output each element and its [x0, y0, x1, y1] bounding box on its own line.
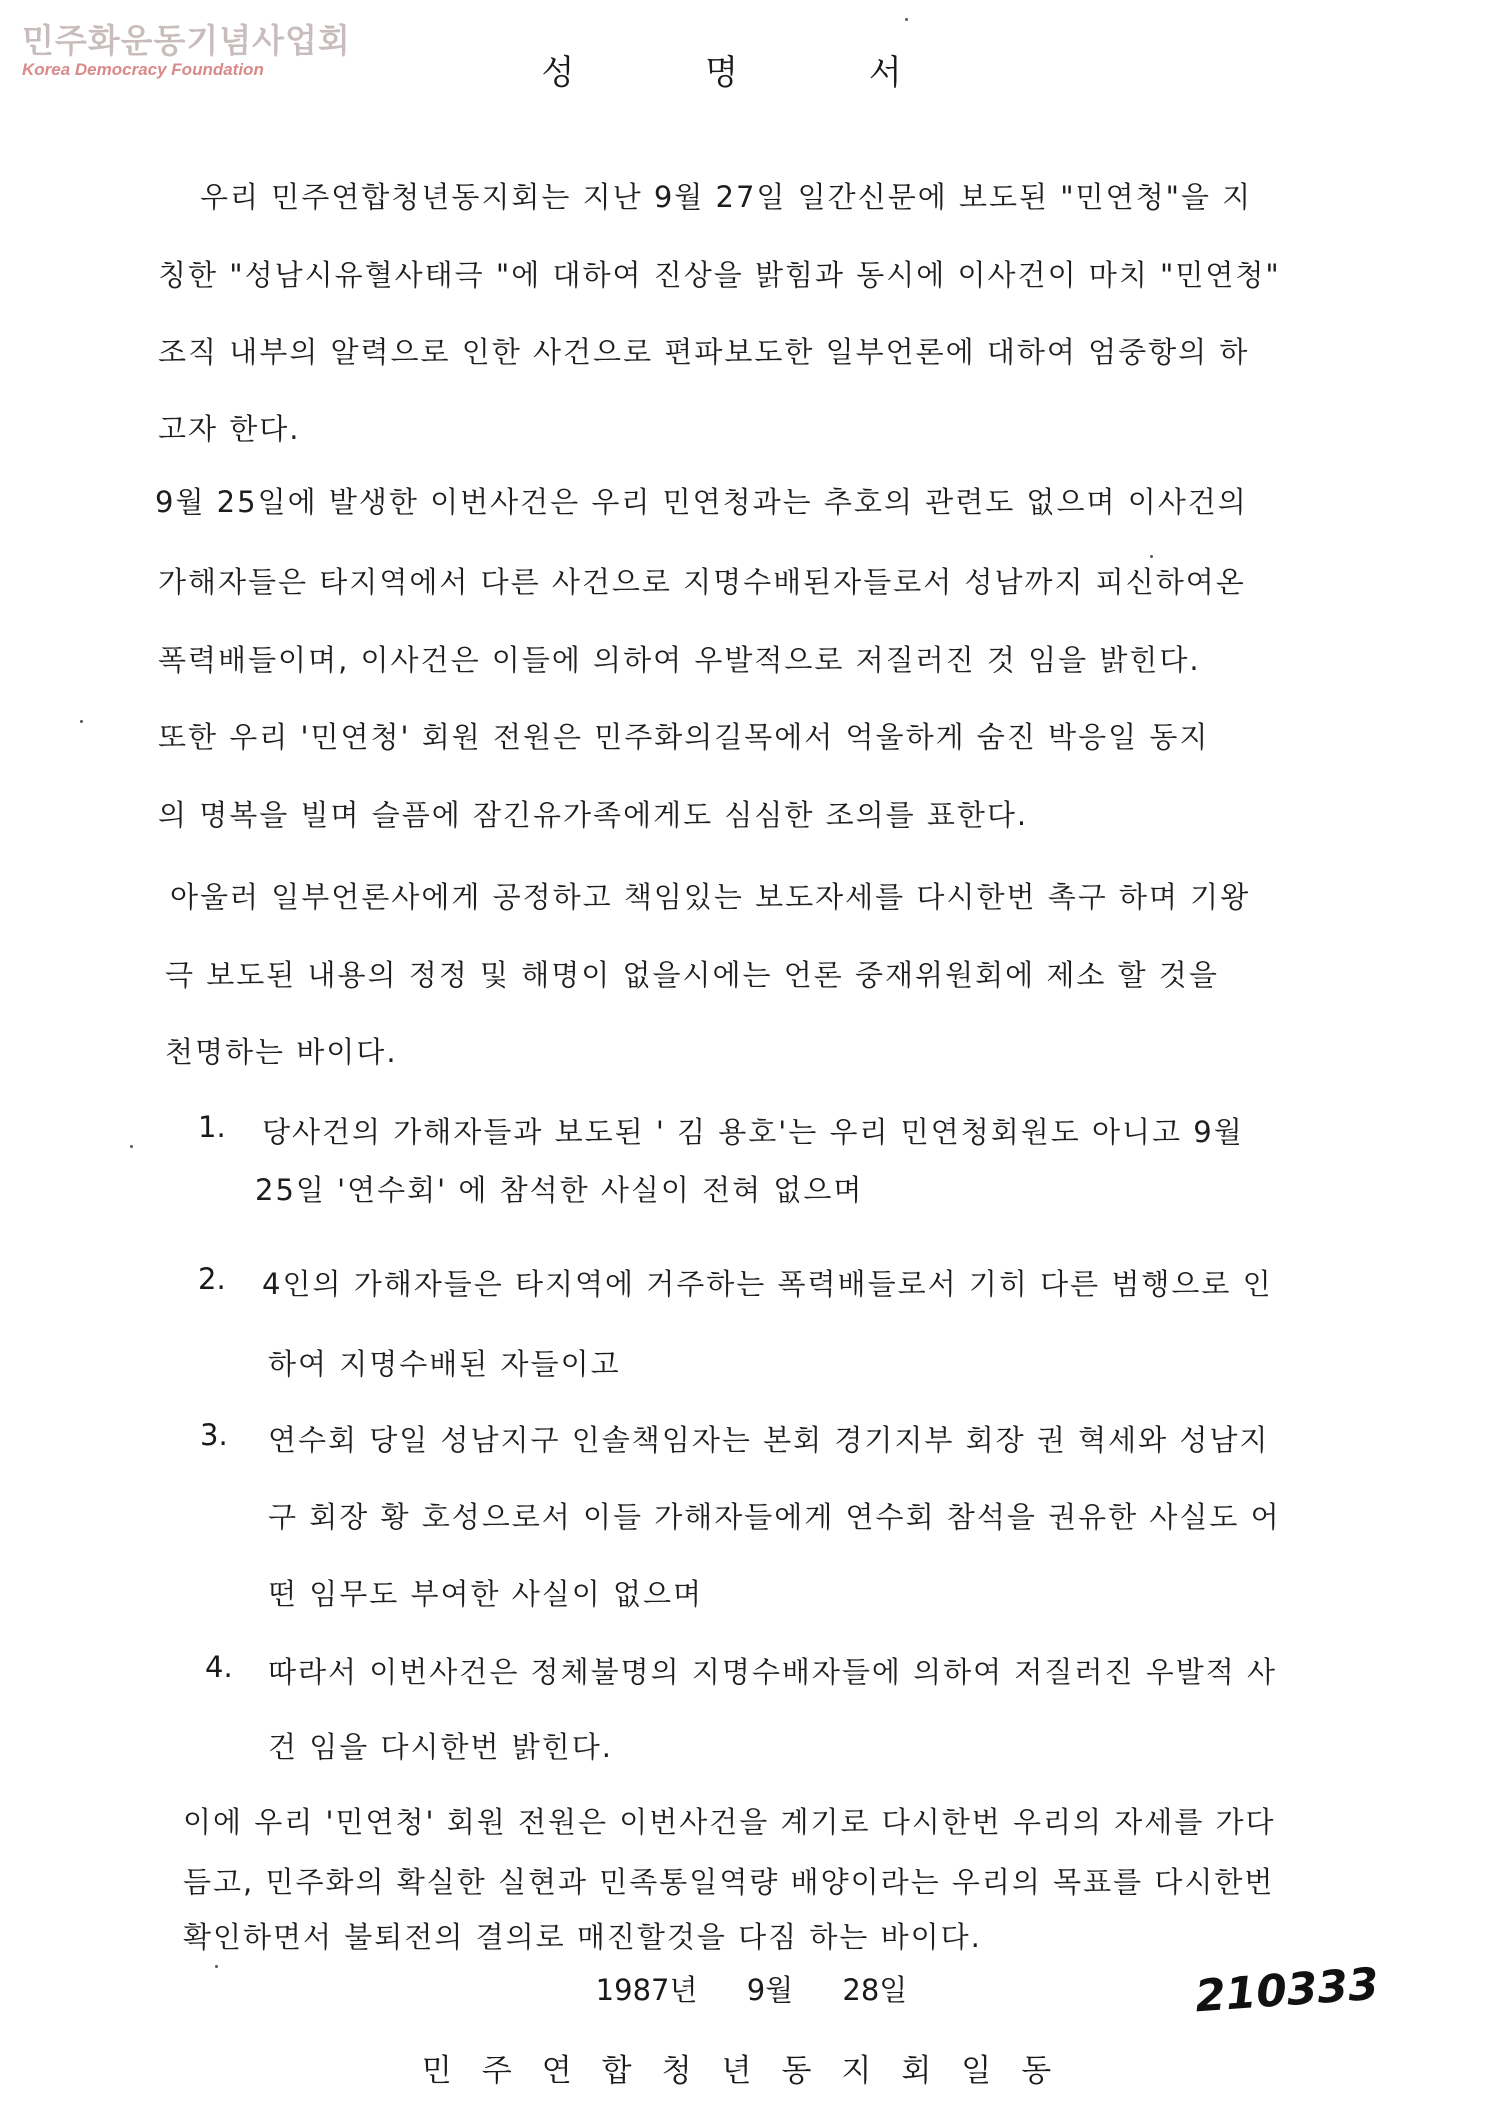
archive-number: 210333 — [1193, 1958, 1381, 2023]
paragraph-line: 또한 우리 '민연청' 회원 전원은 민주화의길목에서 억울하게 숨진 박응일 동지 — [158, 720, 1210, 754]
paragraph-line: 고자 한다. — [158, 412, 301, 446]
paragraph-line: 조직 내부의 알력으로 인한 사건으로 편파보도한 일부언론에 대하여 엄중항의 하 — [158, 335, 1250, 369]
scan-speck — [905, 18, 908, 21]
closing-line: 듬고, 민주화의 확실한 실현과 민족통일역량 배양이라는 우리의 목표를 다시한번 — [183, 1865, 1275, 1899]
closing-line: 이에 우리 '민연청' 회원 전원은 이번사건을 계기로 다시한번 우리의 자세를 가다 — [183, 1805, 1276, 1839]
item-line: 25일 '연수회' 에 참석한 사실이 전혀 없으며 — [255, 1173, 864, 1207]
item-line: 건 임을 다시한번 밝힌다. — [268, 1730, 614, 1764]
document-date: 1987년 9월 28일 — [595, 1973, 908, 2007]
paragraph-line: 천명하는 바이다. — [165, 1035, 398, 1069]
item-number: 2. — [198, 1262, 226, 1296]
paragraph-line: 9월 25일에 발생한 이번사건은 우리 민연청과는 추호의 관련도 없으며 이사건의 — [155, 485, 1248, 519]
watermark-korean: 민주화운동기념사업회 — [22, 21, 351, 60]
item-number: 4. — [205, 1650, 233, 1684]
scan-speck — [215, 1965, 218, 1968]
paragraph-line: 폭력배들이며, 이사건은 이들에 의하여 우발적으로 저질러진 것 임을 밝힌다. — [158, 643, 1201, 677]
paragraph-line: 우리 민주연합청년동지회는 지난 9월 27일 일간신문에 보도된 "민연청"을 지 — [200, 180, 1253, 214]
item-line: 연수회 당일 성남지구 인솔책임자는 본회 경기지부 회장 권 혁세와 성남지 — [268, 1423, 1270, 1457]
paragraph-line: 의 명복을 빌며 슬픔에 잠긴유가족에게도 심심한 조의를 표한다. — [158, 798, 1029, 832]
paragraph-line: 가해자들은 타지역에서 다른 사건으로 지명수배된자들로서 성남까지 피신하여온 — [158, 565, 1246, 599]
closing-line: 확인하면서 불퇴전의 결의로 매진할것을 다짐 하는 바이다. — [183, 1920, 982, 1954]
scan-speck — [130, 1145, 133, 1148]
paragraph-line: 칭한 "성남시유혈사태극 "에 대하여 진상을 밝힘과 동시에 이사건이 마치 "민연청" — [158, 258, 1281, 292]
item-number: 1. — [198, 1110, 226, 1144]
item-number: 3. — [200, 1418, 228, 1452]
item-line: 당사건의 가해자들과 보도된 ' 김 용호'는 우리 민연청회원도 아니고 9월 — [262, 1115, 1244, 1149]
item-line: 떤 임무도 부여한 사실이 없으며 — [268, 1577, 704, 1611]
paragraph-line: 극 보도된 내용의 정정 및 해명이 없을시에는 언론 중재위원회에 제소 할 것을 — [165, 958, 1219, 992]
watermark-english: Korea Democracy Foundation — [22, 60, 264, 79]
scan-speck — [80, 720, 83, 723]
item-line: 구 회장 황 호성으로서 이들 가해자들에게 연수회 참석을 권유한 사실도 어 — [268, 1500, 1281, 1534]
document-title: 성 명 서 — [541, 53, 962, 93]
signatory: 민주연합청년동지회일동 — [421, 2053, 1082, 2089]
scan-speck — [1150, 555, 1153, 558]
item-line: 하여 지명수배된 자들이고 — [268, 1347, 621, 1381]
paragraph-line: 아울러 일부언론사에게 공정하고 책임있는 보도자세를 다시한번 촉구 하며 기왕 — [170, 880, 1251, 914]
item-line: 4인의 가해자들은 타지역에 거주하는 폭력배들로서 기히 다른 범행으로 인 — [262, 1267, 1273, 1301]
item-line: 따라서 이번사건은 정체불명의 지명수배자들에 의하여 저질러진 우발적 사 — [268, 1655, 1277, 1689]
